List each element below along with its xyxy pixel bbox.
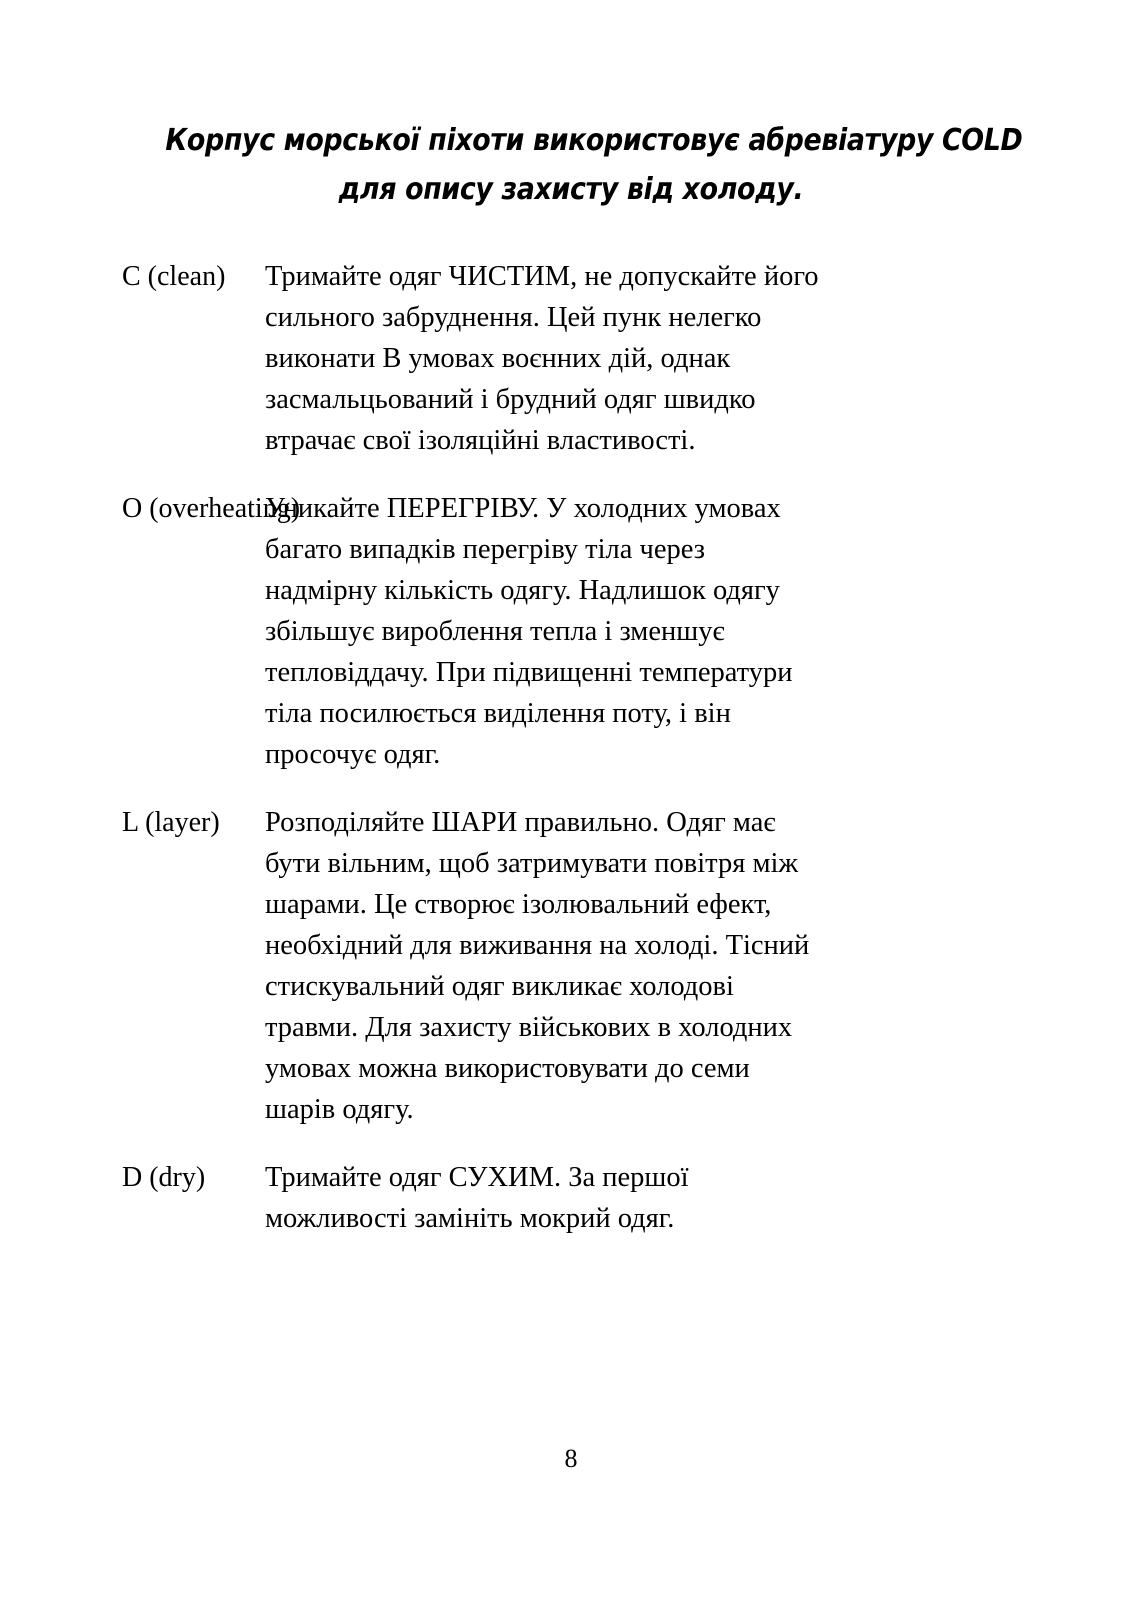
definition-line: просочує одяг. (265, 739, 441, 770)
definition-line: тепловіддачу. При підвищенні температури (265, 657, 793, 688)
definition-line: надмірну кількість одягу. Надлишок одягу (265, 575, 780, 606)
definition-line: шарів одягу. (265, 1094, 414, 1125)
definition-line: Тримайте одяг СУХИМ. За першої (265, 1162, 689, 1193)
cold-definition-clean (265, 256, 905, 461)
cold-term-layer: L (layer) (122, 807, 220, 838)
definition-line: бути вільним, щоб затримувати повітря між (265, 848, 799, 879)
cold-term-overheating: O (overheating) (122, 493, 301, 524)
definition-line: можливості замініть мокрий одяг. (265, 1203, 675, 1234)
definition-line: травми. Для захисту військових в холодних (265, 1012, 793, 1043)
page-number: 8 (564, 1444, 578, 1473)
definition-line: багато випадків перегріву тіла через (265, 534, 706, 565)
definition-line: збільшує вироблення тепла і зменшує (265, 616, 725, 647)
definition-line: тіла посилюється виділення поту, і він (265, 698, 731, 729)
cold-definition-overheating (265, 488, 905, 775)
cold-term-clean: C (clean) (122, 261, 226, 292)
page-title-line-1: Корпус морської піхоти використовує абревіатуру COLD (165, 123, 1023, 159)
cold-definition-layer (265, 802, 905, 1130)
cold-entry-dry (0, 1157, 1142, 1239)
definition-line: стискувальний одяг викликає холодові (265, 971, 734, 1002)
cold-entry-overheating (0, 488, 1142, 775)
cold-definition-dry (265, 1157, 905, 1239)
cold-term-dry: D (dry) (122, 1162, 206, 1193)
definition-line: сильного забруднення. Цей пунк нелегко (265, 302, 762, 333)
cold-entry-clean (0, 256, 1142, 461)
definition-line: засмальцьований і брудний одяг швидко (265, 384, 756, 415)
page-title-line-2: для опису захисту від холоду. (338, 172, 804, 208)
definition-line: виконати В умовах воєнних дій, однак (265, 343, 731, 374)
definition-line: Розподіляйте ШАРИ правильно. Одяг має (265, 807, 776, 838)
definition-line: умовах можна використовувати до семи (265, 1053, 750, 1084)
definition-line: Уникайте ПЕРЕГРІВУ. У холодних умовах (265, 493, 781, 524)
definition-line: шарами. Це створює ізолювальний ефект, (265, 889, 772, 920)
cold-entry-layer (0, 802, 1142, 1130)
cold-definition-list (0, 256, 1142, 1266)
definition-line: Тримайте одяг ЧИСТИМ, не допускайте його (265, 261, 819, 292)
page-title (165, 116, 1023, 214)
definition-line: втрачає свої ізоляційні властивості. (265, 425, 696, 456)
definition-line: необхідний для виживання на холоді. Тісний (265, 930, 810, 961)
